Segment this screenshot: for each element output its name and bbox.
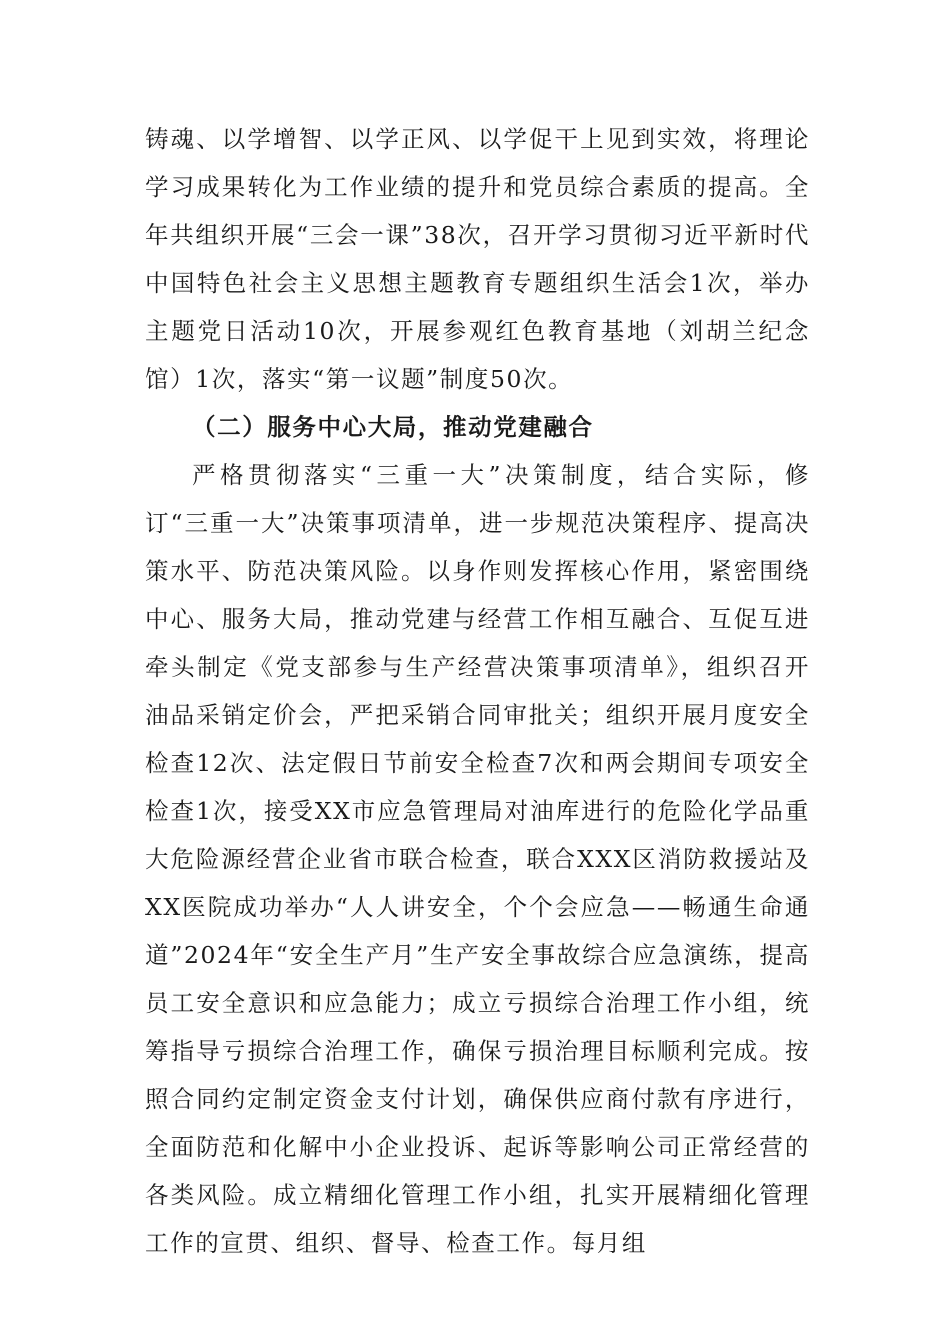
paragraph-continued: 铸魂、以学增智、以学正风、以学促干上见到实效，将理论学习成果转化为工作业绩的提升和党员综合素质的提高。全年共组织开展“三会一课”38次，召开学习贯彻习近平新时代中国特色社会主义思想主题教育专题组织生活会1次，举办主题党日活动10次，开展参观红色教育基地（刘胡兰纪念馆）1次，落实“第一议题”制度50次。 <box>145 125 810 393</box>
paragraph-body: 严格贯彻落实“三重一大”决策制度，结合实际，修订“三重一大”决策事项清单，进一步规范决策程序、提高决策水平、防范决策风险。以身作则发挥核心作用，紧密围绕中心、服务大局，推动党建与经营工作相互融合、互促互进牵头制定《党支部参与生产经营决策事项清单》，组织召开油品采销定价会，严把采销合同审批关；组织开展月度安全检查12次、法定假日节前安全检查7次和两会期间专项安全检查1次，接受XX市应急管理局对油库进行的危险化学品重大危险源经营企业省市联合检查，联合XXX区消防救援站及XX医院成功举办“人人讲安全，个个会应急——畅通生命通道”2024年“安全生产月”生产安全事故综合应急演练，提高员工安全意识和应急能力；成立亏损综合治理工作小组，统筹指导亏损综合治理工作，确保亏损治理目标顺利完成。按照合同约定制定资金支付计划，确保供应商付款有序进行，全面防范和化解中小企业投诉、起诉等影响公司正常经营的各类风险。成立精细化管理工作小组，扎实开展精细化管理工作的宣贯、组织、督导、检查工作。每月组 <box>145 461 810 1257</box>
section-heading: （二）服务中心大局，推动党建融合 <box>192 413 594 441</box>
document-body <box>145 115 810 1267</box>
